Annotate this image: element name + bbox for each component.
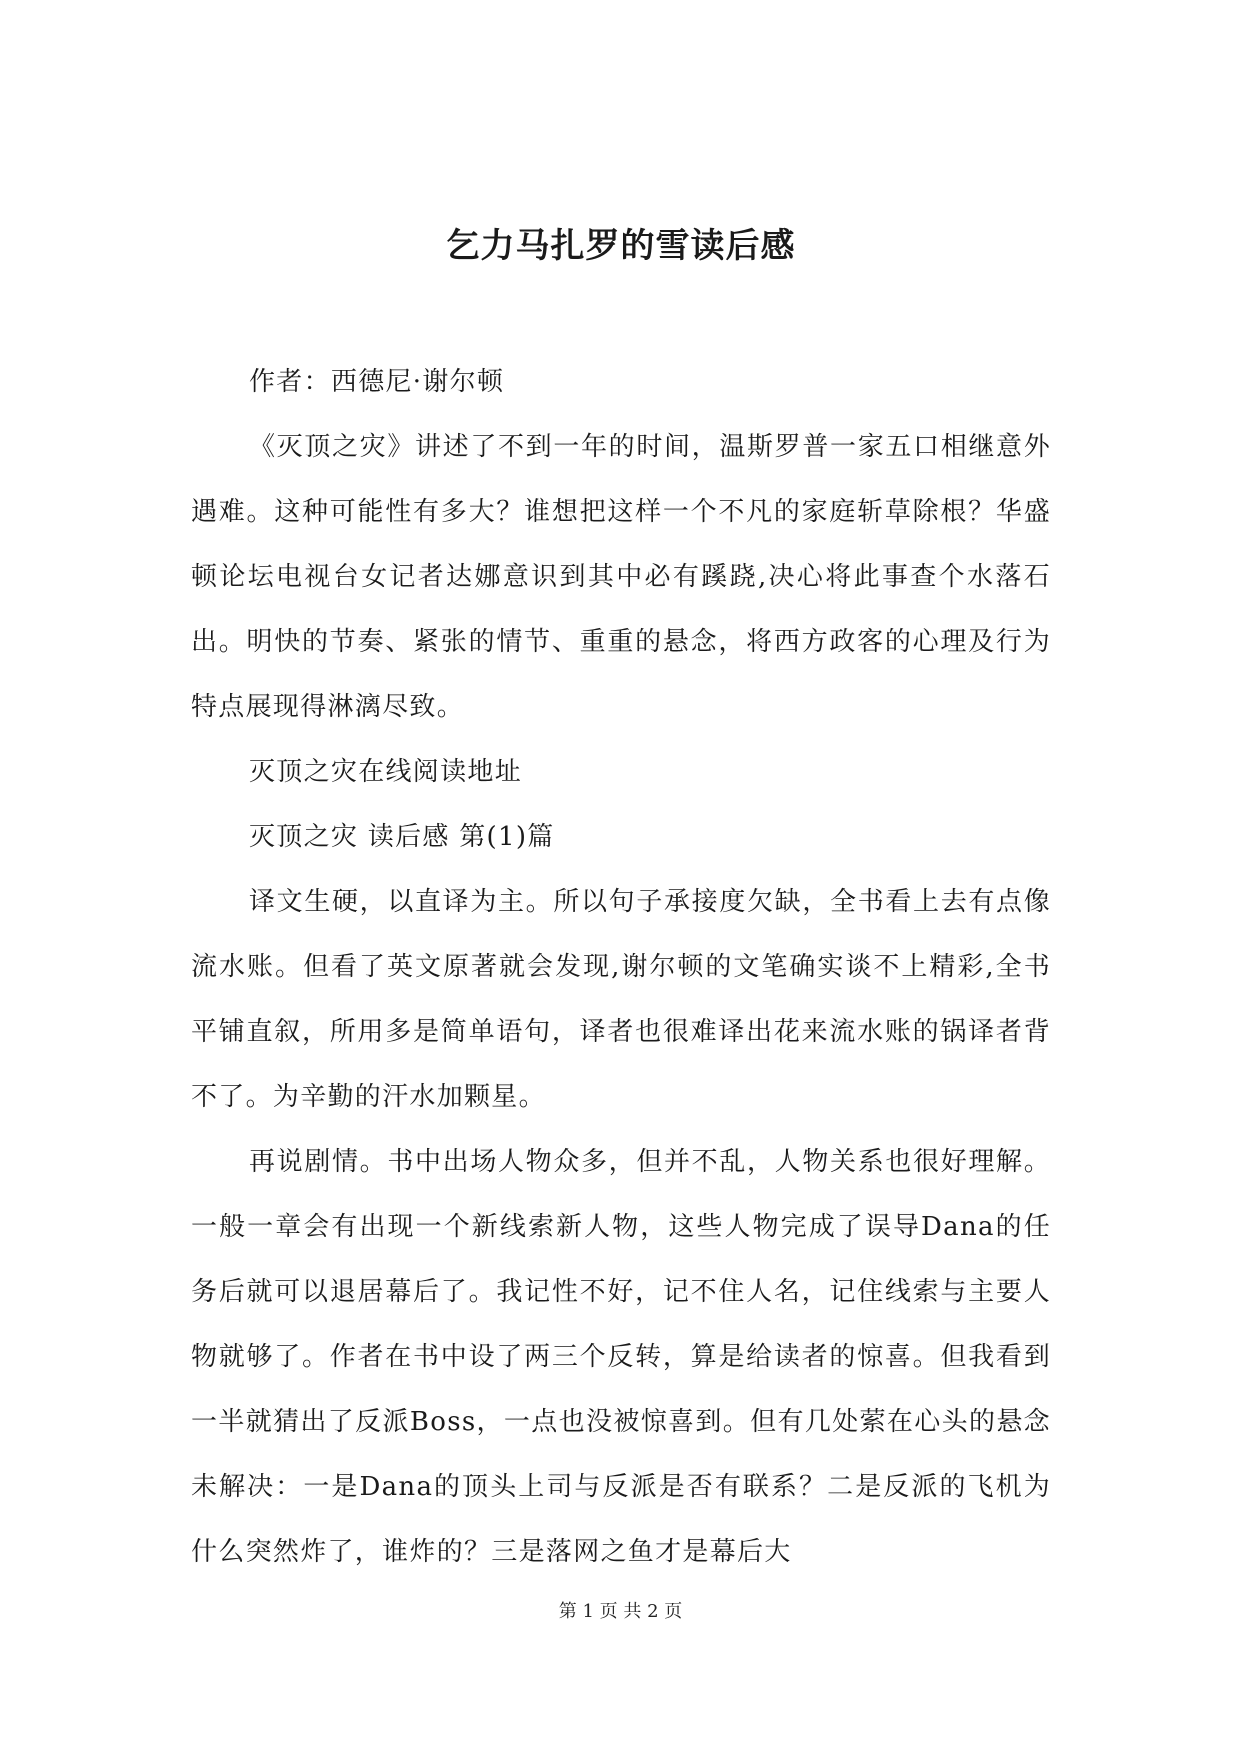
page-footer: 第 1 页 共 2 页 [558,1601,683,1622]
paragraph: 《灭顶之灾》讲述了不到一年的时间，温斯罗普一家五口相继意外遇难。这种可能性有多大？谁想把这样一个不凡的家庭斩草除根？华盛顿论坛电视台女记者达娜意识到其中必有蹊跷,决心将此事查个水落石出。明快的节奏、紧张的情节、重重的悬念，将西方政客的心理及行为特点展现得淋漓尽致。 [191,432,1051,722]
paragraph: 灭顶之灾在线阅读地址 [249,757,523,787]
paragraph: 灭顶之灾 读后感 第(1)篇 [249,822,555,852]
paragraph: 再说剧情。书中出场人物众多，但并不乱，人物关系也很好理解。一般一章会有出现一个新线索新人物，这些人物完成了误导Dana的任务后就可以退居幕后了。我记性不好，记不住人名，记住线索与主要人物就够了。作者在书中设了两三个反转，算是给读者的惊喜。但我看到一半就猜出了反派Boss，一点也没被惊喜到。但有几处萦在心头的悬念未解决：一是Dana的顶头上司与反派是否有联系？二是反派的飞机为什么突然炸了，谁炸的？三是落网之鱼才是幕后大 [191,1147,1051,1567]
document-body [191,350,1051,1585]
author-line: 作者：西德尼·谢尔顿 [249,367,505,397]
paragraph: 译文生硬，以直译为主。所以句子承接度欠缺，全书看上去有点像流水账。但看了英文原著就会发现,谢尔顿的文笔确实谈不上精彩,全书平铺直叙，所用多是简单语句，译者也很难译出花来流水账的锅译者背不了。为辛勤的汗水加颗星。 [191,887,1051,1112]
page-title: 乞力马扎罗的雪读后感 [445,226,796,266]
